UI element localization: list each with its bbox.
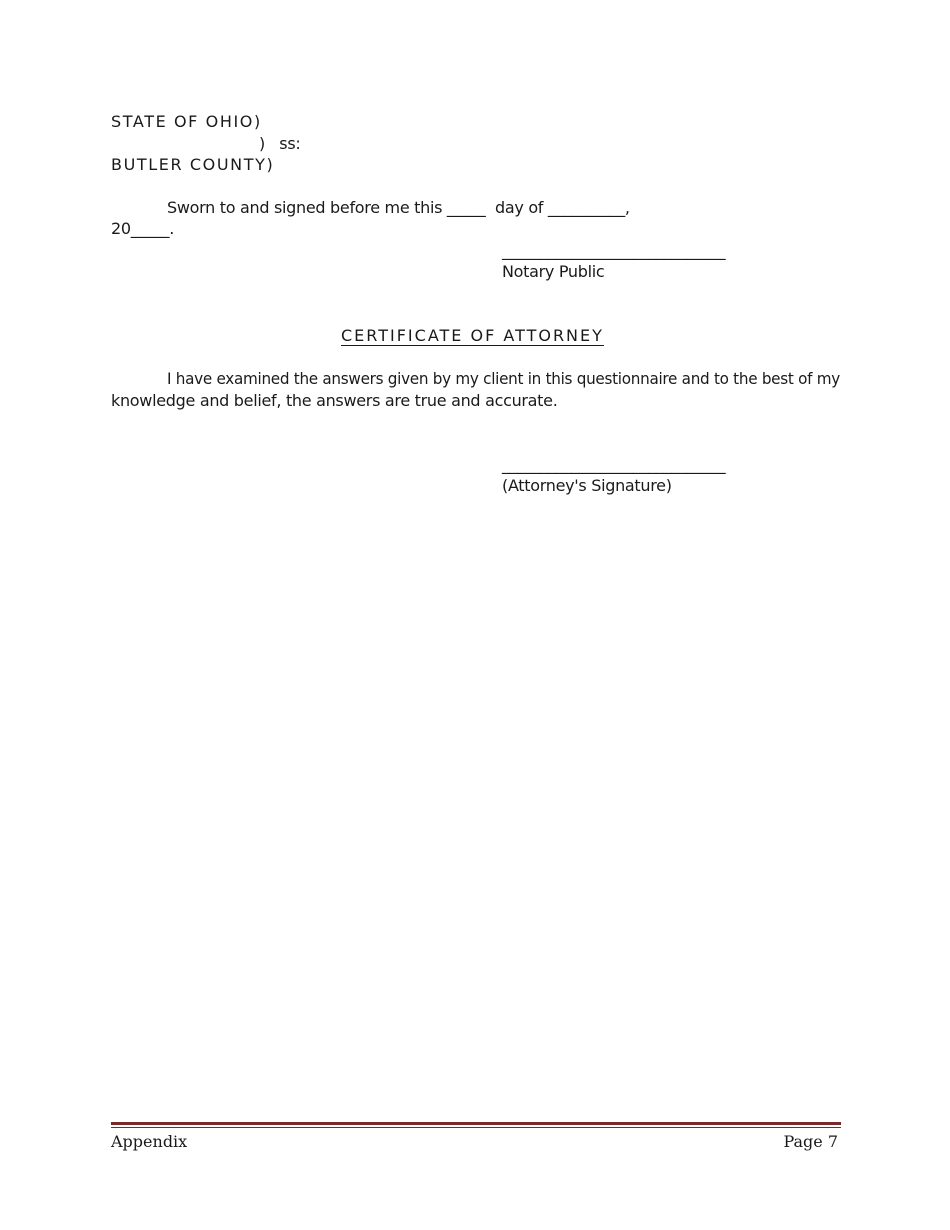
attorney-label: (Attorney's Signature) (502, 476, 672, 495)
footer-rule-thin (111, 1127, 841, 1128)
certificate-heading: CERTIFICATE OF ATTORNEY (341, 326, 604, 345)
footer-rule-thick (111, 1122, 841, 1125)
attorney-signature-line: _____________________________ (502, 455, 726, 474)
jurat-line-2: 20_____. (111, 219, 175, 238)
venue-ss: ) ss: (259, 134, 301, 153)
venue-county: BUTLER COUNTY) (111, 155, 275, 174)
jurat-line-1: Sworn to and signed before me this _____ day of __________, (167, 198, 630, 217)
certificate-body-line-1: I have examined the answers given by my client in this questionnaire and to the best of my (167, 369, 840, 388)
venue-state: STATE OF OHIO) (111, 112, 262, 131)
footer-right: Page 7 (783, 1132, 838, 1151)
footer-left: Appendix (111, 1132, 188, 1151)
notary-signature-line: _____________________________ (502, 241, 726, 260)
notary-label: Notary Public (502, 262, 605, 281)
certificate-body-line-2: knowledge and belief, the answers are true and accurate. (111, 391, 558, 410)
